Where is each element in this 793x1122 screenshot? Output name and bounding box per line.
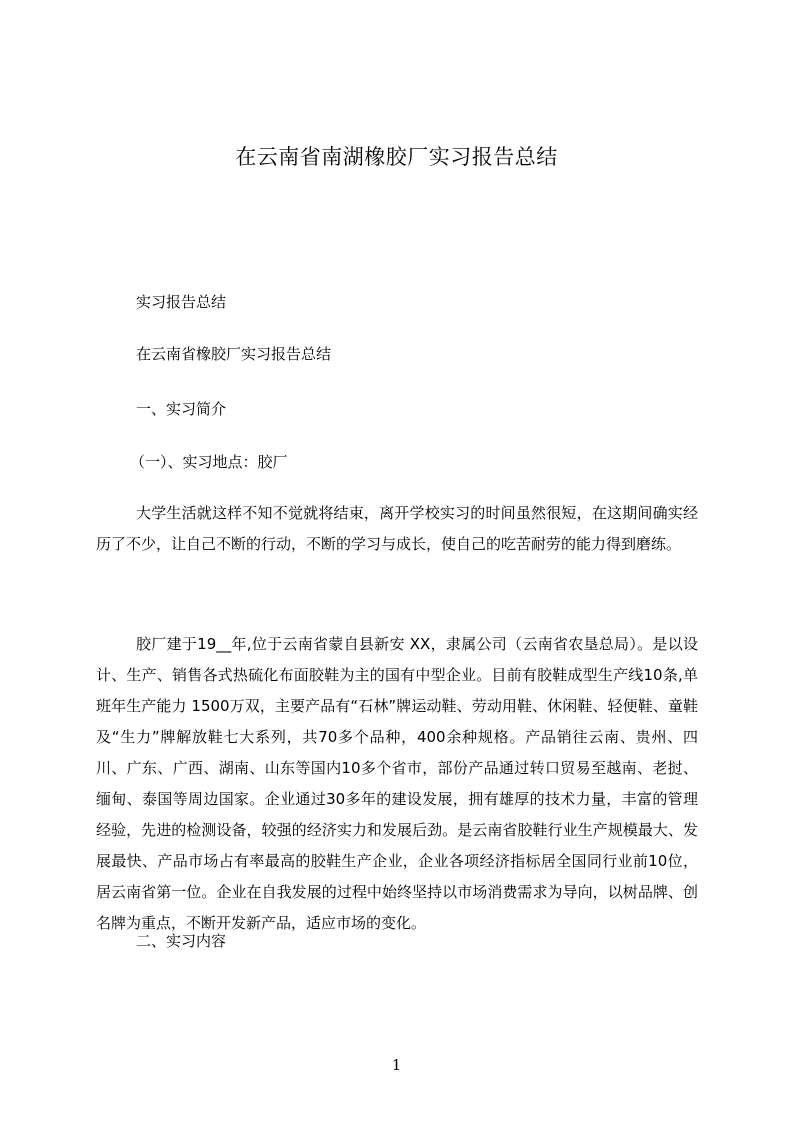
heading-factory-report: 在云南省橡胶厂实习报告总结 bbox=[136, 345, 332, 363]
heading-report-summary: 实习报告总结 bbox=[136, 293, 227, 311]
page-title: 在云南省南湖橡胶厂实习报告总结 bbox=[235, 145, 558, 169]
page-number: 1 bbox=[391, 1056, 402, 1074]
section-heading-internship-intro: 一、实习简介 bbox=[136, 400, 227, 418]
section-heading-internship-content: 二、实习内容 bbox=[136, 932, 227, 950]
paragraph-intro: 大学生活就这样不知不觉就将结束，离开学校实习的时间虽然很短，在这期间确实经历了不少，让自己不断的行动，不断的学习与成长，使自己的吃苦耐劳的能力得到磨练。 bbox=[96, 504, 698, 553]
subsection-heading-location: （一）、实习地点：胶厂 bbox=[130, 453, 288, 471]
paragraph-factory-description: 胶厂建于19__年,位于云南省蒙自县新安 XX，隶属公司（云南省农垦总局）。是以设计、生产、销售各式热硫化布面胶鞋为主的国有中型企业。目前有胶鞋成型生产线10条,单班年生产能力 1500万双，主要产品有“石林”牌运动鞋、劳动用鞋、休闲鞋、轻便鞋、童鞋及“生力”牌解放鞋七大系列，共70多个品种，400余种规格。产品销往云南、贵州、四川、广东、广西、湖南、山东等国内10多个省市，部份产品通过转口贸易至越南、老挝、缅甸、泰国等周边国家。企业通过30多年的建设发展，拥有雄厚的技术力量，丰富的管理经验，先进的检测设备，较强的经济实力和发展后劲。是云南省胶鞋行业生产规模最大、发展最快、产品市场占有率最高的胶鞋生产企业，企业各项经济指标居全国同行业前10位，居云南省第一位。企业在自我发展的过程中始终坚持以市场消费需求为导向，以树品牌、创名牌为重点，不断开发新产品，适应市场的变化。 bbox=[96, 635, 698, 932]
